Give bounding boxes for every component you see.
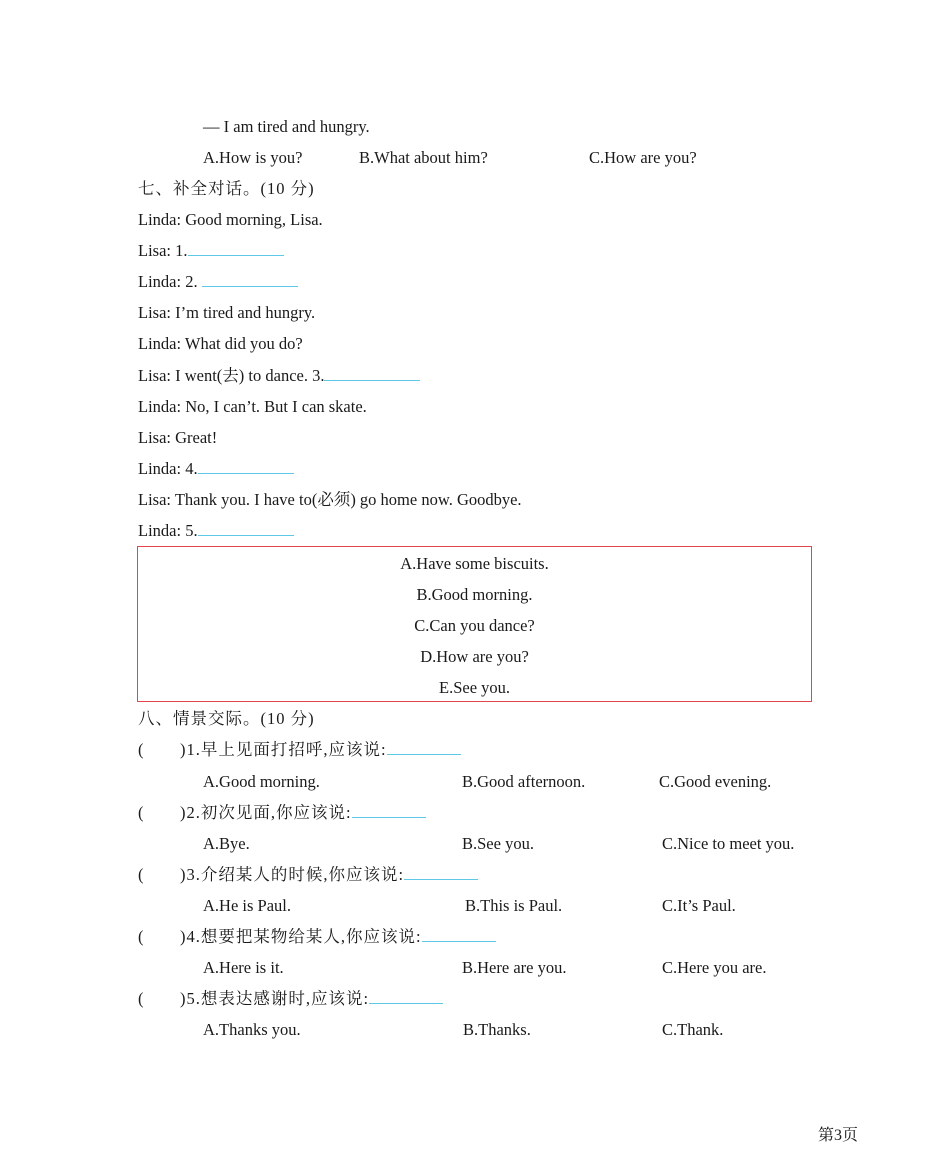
dialogue-line bbox=[138, 521, 294, 541]
question-line bbox=[138, 740, 461, 760]
question-prompt: )3.介绍某人的时候,你应该说: bbox=[180, 865, 405, 884]
choice-b[interactable]: B.Good afternoon. bbox=[462, 772, 586, 791]
dialogue-line bbox=[138, 303, 315, 323]
dialogue-text: Linda: Good morning, Lisa. bbox=[138, 210, 323, 229]
dialogue-text: Lisa: 1. bbox=[138, 241, 188, 260]
choice-a[interactable]: A.Here is it. bbox=[203, 958, 284, 977]
question-line bbox=[138, 865, 478, 885]
section8-heading: 八、情景交际。(10 分) bbox=[138, 709, 315, 728]
dialogue-text: Lisa: I went(去) to dance. 3. bbox=[138, 366, 325, 385]
answer-paren[interactable]: ( bbox=[138, 740, 144, 759]
dialogue-text: Linda: 2. bbox=[138, 272, 202, 291]
dialogue-text: Lisa: I’m tired and hungry. bbox=[138, 303, 316, 322]
dialogue-text: Lisa: Thank you. I have to(必须) go home now. Goodbye. bbox=[138, 490, 522, 509]
option-item: C.Can you dance? bbox=[414, 616, 535, 635]
question-prompt: )4.想要把某物给某人,你应该说: bbox=[180, 927, 422, 946]
dialogue-line bbox=[138, 210, 323, 230]
answer-paren[interactable]: ( bbox=[138, 865, 144, 884]
choice-a[interactable]: A.Good morning. bbox=[203, 772, 320, 791]
question-line bbox=[138, 927, 496, 947]
prev-option-b: B.What about him? bbox=[359, 148, 488, 167]
answer-paren[interactable]: ( bbox=[138, 989, 144, 1008]
dialogue-text: Linda: What did you do? bbox=[138, 334, 303, 353]
choice-b[interactable]: B.Thanks. bbox=[463, 1020, 531, 1039]
choice-b[interactable]: B.Here are you. bbox=[462, 958, 567, 977]
question-blank[interactable] bbox=[387, 740, 461, 755]
choice-b[interactable]: B.This is Paul. bbox=[465, 896, 563, 915]
option-item: E.See you. bbox=[438, 678, 511, 697]
question-prompt: )1.早上见面打招呼,应该说: bbox=[180, 740, 387, 759]
choice-c[interactable]: C.Good evening. bbox=[659, 772, 772, 791]
choice-a[interactable]: A.He is Paul. bbox=[203, 896, 291, 915]
dialogue-line bbox=[138, 490, 522, 510]
section7-heading: 七、补全对话。(10 分) bbox=[138, 179, 315, 198]
dialogue-line bbox=[138, 241, 284, 261]
dialogue-line bbox=[138, 334, 303, 354]
dialogue-text: Linda: 4. bbox=[138, 459, 198, 478]
answer-blank-3[interactable] bbox=[324, 366, 420, 381]
question-prompt: )5.想表达感谢时,应该说: bbox=[180, 989, 370, 1008]
dialogue-text: Lisa: Great! bbox=[138, 428, 218, 447]
answer-blank-4[interactable] bbox=[198, 459, 294, 474]
question-blank[interactable] bbox=[404, 865, 478, 880]
question-line bbox=[138, 989, 443, 1009]
answer-blank-2[interactable] bbox=[202, 272, 298, 287]
choice-b[interactable]: B.See you. bbox=[462, 834, 534, 853]
choice-c[interactable]: C.Here you are. bbox=[662, 958, 767, 977]
answer-paren[interactable]: ( bbox=[138, 803, 144, 822]
question-blank[interactable] bbox=[422, 927, 496, 942]
question-prompt: )2.初次见面,你应该说: bbox=[180, 803, 352, 822]
option-item: D.How are you? bbox=[420, 647, 529, 666]
dialogue-line bbox=[138, 272, 298, 292]
question-blank[interactable] bbox=[352, 803, 426, 818]
answer-blank-1[interactable] bbox=[188, 241, 284, 256]
option-item: A.Have some biscuits. bbox=[400, 554, 549, 573]
prev-option-a: A.How is you? bbox=[203, 148, 303, 167]
choice-c[interactable]: C.Thank. bbox=[662, 1020, 724, 1039]
dialogue-text: Linda: No, I can’t. But I can skate. bbox=[138, 397, 367, 416]
prev-option-c: C.How are you? bbox=[589, 148, 697, 167]
dialogue-line bbox=[138, 366, 420, 386]
dialogue-text: Linda: 5. bbox=[138, 521, 198, 540]
dialogue-line bbox=[138, 459, 294, 479]
page-number: 第3页 bbox=[818, 1127, 859, 1144]
dialogue-line bbox=[138, 428, 217, 448]
options-box bbox=[137, 546, 812, 702]
choice-c[interactable]: C.Nice to meet you. bbox=[662, 834, 795, 853]
question-blank[interactable] bbox=[369, 989, 443, 1004]
choice-c[interactable]: C.It’s Paul. bbox=[662, 896, 736, 915]
dialogue-line bbox=[138, 397, 367, 417]
choice-a[interactable]: A.Bye. bbox=[203, 834, 250, 853]
answer-line: — I am tired and hungry. bbox=[203, 117, 370, 136]
answer-blank-5[interactable] bbox=[198, 521, 294, 536]
answer-paren[interactable]: ( bbox=[138, 927, 144, 946]
question-line bbox=[138, 803, 426, 823]
option-item: B.Good morning. bbox=[416, 585, 533, 604]
choice-a[interactable]: A.Thanks you. bbox=[203, 1020, 301, 1039]
